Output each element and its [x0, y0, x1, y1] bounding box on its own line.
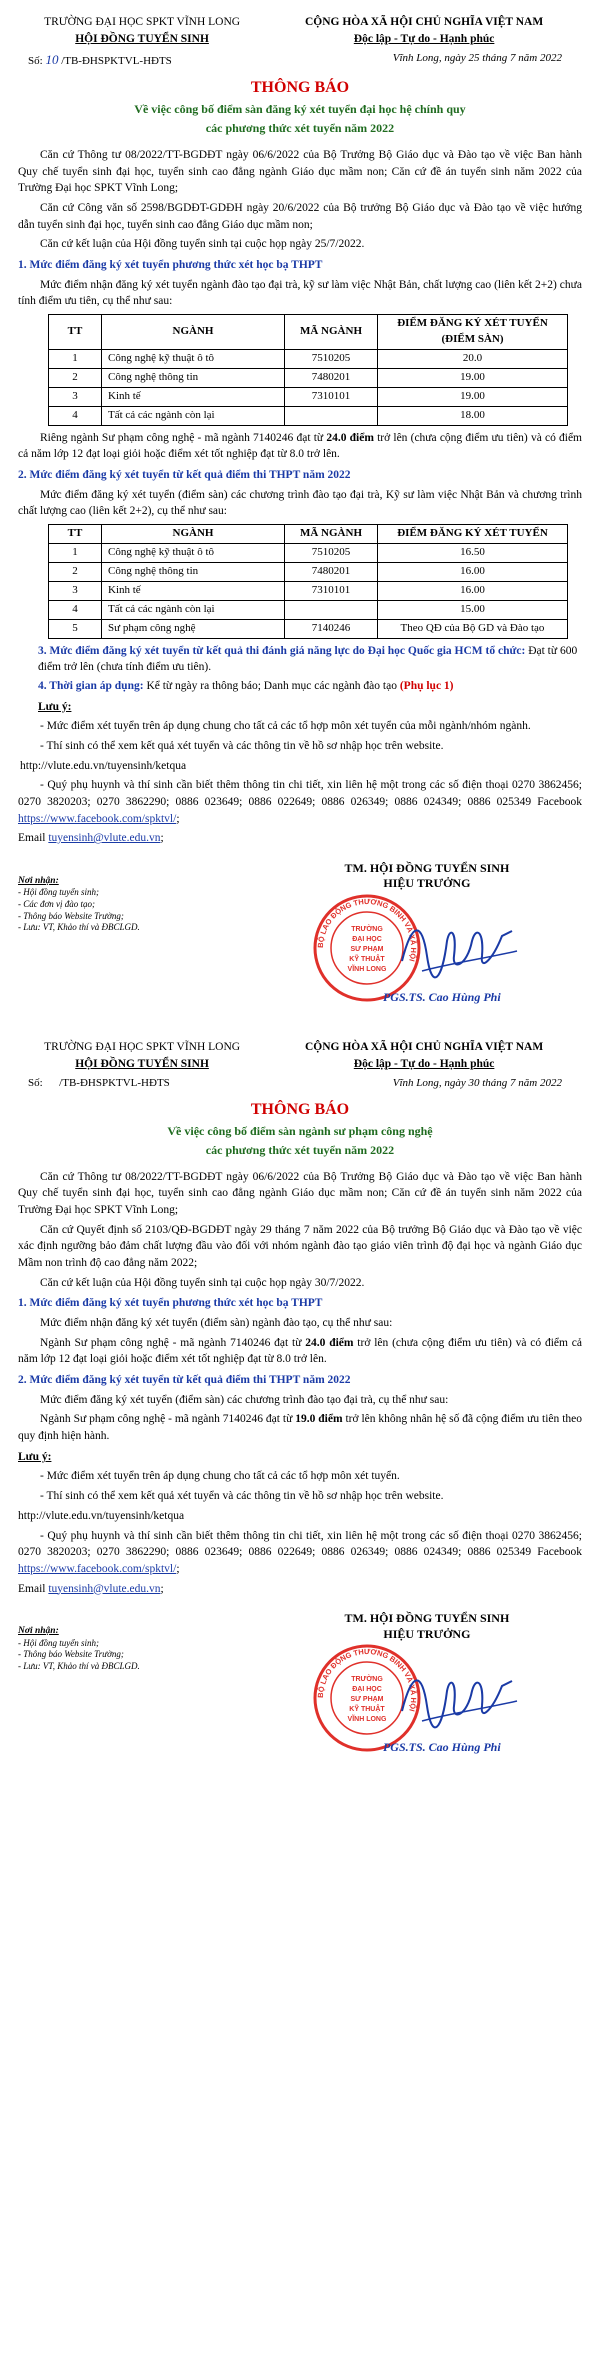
section-1-intro: Mức điểm nhận đăng ký xét tuyển (điểm sàn) ngành đào tạo, cụ thể như sau:	[40, 1317, 393, 1330]
signature-role-2: HIỆU TRƯỞNG	[383, 876, 471, 891]
school-name: TRƯỜNG ĐẠI HỌC SPKT VĨNH LONG	[44, 1040, 241, 1053]
recipients-title: Nơi nhận:	[18, 1626, 59, 1637]
table-row	[49, 562, 568, 581]
section-2-title: 2. Mức điểm đăng ký xét tuyển từ kết quả điểm thi THPT năm 2022	[18, 1374, 351, 1387]
table-cell: 5	[49, 619, 102, 638]
table-cell	[285, 600, 378, 619]
table-row	[49, 543, 568, 562]
notice-1	[18, 14, 582, 1011]
council-name: HỘI ĐỒNG TUYỂN SINH	[75, 1057, 209, 1070]
note-2: - Thí sinh có thể xem kết quả xét tuyển và các thông tin về hồ sơ nhập học trên website.	[40, 1490, 444, 1503]
seal-line: ĐẠI HỌC	[352, 935, 382, 943]
table-cell: 7480201	[285, 562, 378, 581]
section-2-intro: Mức điểm đăng ký xét tuyển (điểm sàn) các chương trình đào tạo đại trà, Kỹ sư làm việc Nhật Bản và chương trình chất lượng cao (liên kết 2+2), cụ thể như sau:	[18, 488, 582, 518]
seal-line: KỸ THUẬT	[349, 955, 385, 963]
table-cell: 7510205	[285, 543, 378, 562]
table-cell	[285, 406, 378, 425]
table-cell: Sư phạm công nghệ	[102, 619, 285, 638]
table-cell: 18.00	[378, 406, 568, 425]
email-line: Email tuyensinh@vlute.edu.vn;	[18, 832, 164, 845]
table-cell: Tất cả các ngành còn lại	[102, 600, 285, 619]
notice-2	[18, 1039, 582, 1761]
seal-line: SƯ PHẠM	[350, 945, 384, 953]
table-row	[49, 406, 568, 425]
handwritten-number: 10	[45, 52, 59, 68]
nation-name: CỘNG HÒA XÃ HỘI CHỦ NGHĨA VIỆT NAM	[304, 1040, 544, 1053]
table-cell: 16.00	[378, 581, 568, 600]
table-cell: Kinh tế	[102, 581, 285, 600]
seal-line: VĨNH LONG	[347, 1716, 387, 1724]
section-1-note: Riêng ngành Sư phạm công nghệ - mã ngành 7140246 đạt từ 24.0 điểm trở lên (chưa cộng điểm ưu tiên) và có điểm cả năm lớp 12 đạt loại giỏi hoặc điểm xét tốt nghiệp đạt từ 8.0 trở lên.	[18, 431, 583, 461]
note-1: - Mức điểm xét tuyển trên áp dụng chung cho tất cả các tổ hợp môn xét tuyển.	[40, 1470, 400, 1483]
table-cell: 7480201	[285, 368, 378, 387]
basis-paragraph-1: Căn cứ Thông tư 08/2022/TT-BGDĐT ngày 06/6/2022 của Bộ Trưởng Bộ Giáo dục và Đào tạo về việc Ban hành Quy chế tuyển sinh đại học, tuyển sinh cao đẳng ngành Giáo dục mầm non; Căn cứ đề án tuyển sinh năm 2022 của Trường Đại học SPKT Vĩnh Long;	[18, 148, 582, 195]
notice-title: THÔNG BÁO	[250, 79, 350, 97]
column-header: ĐIỂM ĐĂNG KÝ XÉT TUYỂN (ĐIỂM SÀN)	[378, 314, 568, 349]
table-thpt	[48, 524, 568, 639]
header	[18, 1039, 582, 1072]
seal-ring-text: BỘ LAO ĐỘNG THƯƠNG BINH VÀ XÃ HỘI	[315, 1647, 418, 1713]
table-row	[49, 368, 568, 387]
facebook-link[interactable]: https://www.facebook.com/spktvl/	[18, 1562, 177, 1575]
note-1: - Mức điểm xét tuyển trên áp dụng chung cho tất cả các tổ hợp môn xét tuyển của mỗi ngành/nhóm ngành.	[40, 720, 531, 733]
seal-line: KỸ THUẬT	[349, 1706, 385, 1714]
note-3: - Quý phụ huynh và thí sinh cần biết thêm thông tin chi tiết, xin liên hệ một trong các số điện thoại 0270 3862456; 0270 3820203; 0270 3862290; 0886 023649; 0886 022649; 0886 026349; 0886 024349; 0886 025349 Facebook https://www.facebook.com/spktvl/;	[18, 779, 582, 825]
recipient-item: - Thông báo Website Trường;	[18, 1649, 124, 1660]
table-cell: Công nghệ kỹ thuật ô tô	[102, 349, 285, 368]
email-link[interactable]: tuyensinh@vlute.edu.vn	[48, 832, 161, 845]
notice-subtitle-line-2: các phương thức xét tuyển năm 2022	[205, 1142, 395, 1157]
table-cell: 16.00	[378, 562, 568, 581]
nation-name: CỘNG HÒA XÃ HỘI CHỦ NGHĨA VIỆT NAM	[304, 16, 544, 28]
document-number: Số: 10 /TB-ĐHSPKTVL-HĐTS	[28, 52, 172, 68]
table-cell: 1	[49, 349, 102, 368]
column-header: TT	[49, 524, 102, 543]
column-header: TT	[49, 314, 102, 349]
table-cell: 2	[49, 562, 102, 581]
facebook-link[interactable]: https://www.facebook.com/spktvl/	[18, 812, 177, 825]
email-line: Email tuyensinh@vlute.edu.vn;	[18, 1582, 164, 1595]
note-title: Lưu ý:	[18, 1450, 52, 1463]
recipient-item: - Các đơn vị đào tạo;	[18, 898, 96, 909]
table-row	[49, 387, 568, 406]
column-header: MÃ NGÀNH	[285, 314, 378, 349]
motto: Độc lập - Tự do - Hạnh phúc	[353, 32, 495, 45]
seal-line: SƯ PHẠM	[350, 1696, 384, 1704]
footer	[18, 1611, 582, 1761]
basis-paragraph-2: Căn cứ Công văn số 2598/BGDĐT-GDĐH ngày 20/6/2022 của Bộ trưởng Bộ Giáo dục và Đào tạo về việc hướng dẫn tuyển sinh đại học, tuyển sinh cao đẳng Giáo dục mầm non;	[18, 201, 582, 231]
recipient-item: - Thông báo Website Trường;	[18, 910, 124, 921]
section-2-intro: Mức điểm đăng ký xét tuyển (điểm sàn) các chương trình đào tạo đại trà, cụ thể như sau:	[40, 1393, 449, 1406]
header	[18, 14, 582, 47]
section-3-title: 3. Mức điểm đăng ký xét tuyển từ kết quả thi đánh giá năng lực do Đại học Quốc gia HCM tổ chức:	[38, 644, 526, 657]
recipient-item: - Hội đồng tuyển sinh;	[18, 887, 99, 898]
section-2-text: Ngành Sư phạm công nghệ - mã ngành 7140246 đạt từ 19.0 điểm trở lên không nhân hệ số đã cộng điểm ưu tiên theo quy định hiện hành.	[18, 1413, 582, 1443]
note-2: - Thí sinh có thể xem kết quả xét tuyển và các thông tin về hồ sơ nhập học trên website.	[40, 739, 444, 752]
table-row	[49, 619, 568, 638]
handwritten-signature	[392, 1651, 522, 1741]
section-1-title: 1. Mức điểm đăng ký xét tuyển phương thức xét học bạ THPT	[18, 1297, 323, 1310]
column-header: NGÀNH	[102, 524, 285, 543]
table-cell: 19.00	[378, 368, 568, 387]
section-3-text: Đạt từ 600 điểm trở lên (chưa tính điểm ưu tiên).	[38, 644, 578, 674]
column-header: MÃ NGÀNH	[285, 524, 378, 543]
signature-role-1: TM. HỘI ĐỒNG TUYỂN SINH	[344, 1611, 510, 1626]
signer-name: PGS.TS. Cao Hùng Phi	[382, 1740, 501, 1755]
table-cell: Công nghệ kỹ thuật ô tô	[102, 543, 285, 562]
table-cell: 3	[49, 387, 102, 406]
section-4-text: Kể từ ngày ra thông báo; Danh mục các ngành đào tạo	[143, 679, 400, 692]
seal-line: ĐẠI HỌC	[352, 1686, 382, 1694]
recipients	[18, 1611, 244, 1761]
basis-paragraph-3: Căn cứ kết luận của Hội đồng tuyển sinh tại cuộc họp ngày 25/7/2022.	[40, 238, 365, 251]
section-4-title: 4. Thời gian áp dụng:	[38, 679, 144, 692]
section-2-title: 2. Mức điểm đăng ký xét tuyển từ kết quả điểm thi THPT năm 2022	[18, 468, 351, 481]
recipients-title: Nơi nhận:	[18, 875, 59, 886]
table-cell: 7140246	[285, 619, 378, 638]
table-hoc-ba	[48, 314, 568, 426]
table-cell: 4	[49, 600, 102, 619]
signer-name: PGS.TS. Cao Hùng Phi	[382, 989, 501, 1004]
column-header: NGÀNH	[102, 314, 285, 349]
section-1-text: Ngành Sư phạm công nghệ - mã ngành 7140246 đạt từ 24.0 điểm trở lên (chưa cộng điểm ưu tiên) và có điểm cả năm lớp 12 đạt loại giỏi hoặc điểm xét tốt nghiệp đạt từ 8.0 trở lên.	[18, 1336, 582, 1366]
footer	[18, 861, 582, 1011]
notice-title: THÔNG BÁO	[250, 1101, 350, 1119]
handwritten-signature	[392, 901, 522, 991]
section-4	[38, 678, 582, 695]
section-3	[38, 643, 582, 676]
email-link[interactable]: tuyensinh@vlute.edu.vn	[48, 1582, 161, 1595]
recipient-item: - Hội đồng tuyển sinh;	[18, 1637, 99, 1648]
signature-block	[272, 861, 582, 1011]
table-cell: Công nghệ thông tin	[102, 562, 285, 581]
column-header: ĐIỂM ĐĂNG KÝ XÉT TUYỂN	[378, 524, 568, 543]
table-row	[49, 600, 568, 619]
council-name: HỘI ĐỒNG TUYỂN SINH	[75, 32, 209, 45]
motto: Độc lập - Tự do - Hạnh phúc	[353, 1057, 495, 1070]
table-cell: 2	[49, 368, 102, 387]
signature-block	[272, 1611, 582, 1761]
seal-ring-text: BỘ LAO ĐỘNG THƯƠNG BINH VÀ XÃ HỘI	[315, 896, 418, 963]
table-cell: Kinh tế	[102, 387, 285, 406]
results-link[interactable]: http://vlute.edu.vn/tuyensinh/ketqua	[18, 1509, 185, 1522]
table-cell: Theo QĐ của Bộ GD và Đào tạo	[378, 619, 568, 638]
school-name: TRƯỜNG ĐẠI HỌC SPKT VĨNH LONG	[44, 16, 241, 28]
table-cell: 4	[49, 406, 102, 425]
table-row	[49, 581, 568, 600]
table-cell: 1	[49, 543, 102, 562]
note-title: Lưu ý:	[38, 700, 72, 713]
seal-line: TRƯỜNG	[351, 1676, 383, 1684]
table-cell: 15.00	[378, 600, 568, 619]
recipients	[18, 861, 244, 1011]
note-3: - Quý phụ huynh và thí sinh cần biết thêm thông tin chi tiết, xin liên hệ một trong các số điện thoại 0270 3862456; 0270 3820203; 0270 3862290; 0886 023649; 0886 022649; 0886 026349; 0886 024349; 0886 025349 Facebook https://www.facebook.com/spktvl/;	[18, 1529, 582, 1575]
section-1-intro: Mức điểm nhận đăng ký xét tuyển ngành đào tạo đại trà, kỹ sư làm việc Nhật Bản, chất lượng cao (liên kết 2+2) chưa tính điểm ưu tiên, cụ thể như sau:	[18, 278, 582, 308]
appendix-label: (Phụ lục 1)	[399, 679, 454, 692]
seal-line: VĨNH LONG	[347, 965, 387, 973]
table-cell: 7510205	[285, 349, 378, 368]
table-cell: 19.00	[378, 387, 568, 406]
table-cell: 16.50	[378, 543, 568, 562]
table-cell: 7310101	[285, 581, 378, 600]
recipient-item: - Lưu: VT, Khảo thí và ĐBCLGD.	[18, 1660, 140, 1671]
basis-paragraph-1: Căn cứ Thông tư 08/2022/TT-BGDĐT ngày 06/6/2022 của Bộ Trưởng Bộ Giáo dục và Đào tạo về việc Ban hành Quy chế tuyển sinh đại học, tuyển sinh cao đẳng ngành Giáo dục mầm non; Căn cứ đề án tuyển sinh năm 2022 của Trường Đại học SPKT Vĩnh Long;	[18, 1170, 582, 1217]
table-cell: Tất cả các ngành còn lại	[102, 406, 285, 425]
notice-subtitle-line-1: Về việc công bố điểm sàn đăng ký xét tuyển đại học hệ chính quy	[134, 102, 466, 117]
document-date: Vĩnh Long, ngày 30 tháng 7 năm 2022	[392, 1077, 562, 1090]
table-cell: Công nghệ thông tin	[102, 368, 285, 387]
results-link[interactable]: http://vlute.edu.vn/tuyensinh/ketqua	[20, 759, 187, 772]
table-cell: 7310101	[285, 387, 378, 406]
table-cell: 20.0	[378, 349, 568, 368]
table-row	[49, 349, 568, 368]
document-date: Vĩnh Long, ngày 25 tháng 7 năm 2022	[392, 52, 562, 65]
table-cell: 3	[49, 581, 102, 600]
document-number: Số: /TB-ĐHSPKTVL-HĐTS	[28, 1077, 170, 1090]
basis-paragraph-3: Căn cứ kết luận của Hội đồng tuyển sinh tại cuộc họp ngày 30/7/2022.	[40, 1276, 365, 1289]
recipient-item: - Lưu: VT, Khảo thí và ĐBCLGD.	[18, 922, 140, 933]
notice-subtitle-line-1: Về việc công bố điểm sàn ngành sư phạm công nghệ	[167, 1124, 433, 1139]
notice-subtitle-line-2: các phương thức xét tuyển năm 2022	[205, 120, 395, 135]
signature-role-1: TM. HỘI ĐỒNG TUYỂN SINH	[344, 860, 510, 875]
basis-paragraph-2: Căn cứ Quyết định số 2103/QĐ-BGDĐT ngày 29 tháng 7 năm 2022 của Bộ trưởng Bộ Giáo dục và Đào tạo về việc xác định ngưỡng bảo đảm chất lượng đầu vào đối với nhóm ngành đào tạo giáo viên trình độ đại học và ngành Giáo dục Mầm non trình độ cao đẳng năm 2022;	[18, 1223, 582, 1270]
section-1-title: 1. Mức điểm đăng ký xét tuyển phương thức xét học bạ THPT	[18, 258, 323, 271]
seal-line: TRƯỜNG	[351, 925, 383, 933]
signature-role-2: HIỆU TRƯỞNG	[383, 1626, 471, 1641]
